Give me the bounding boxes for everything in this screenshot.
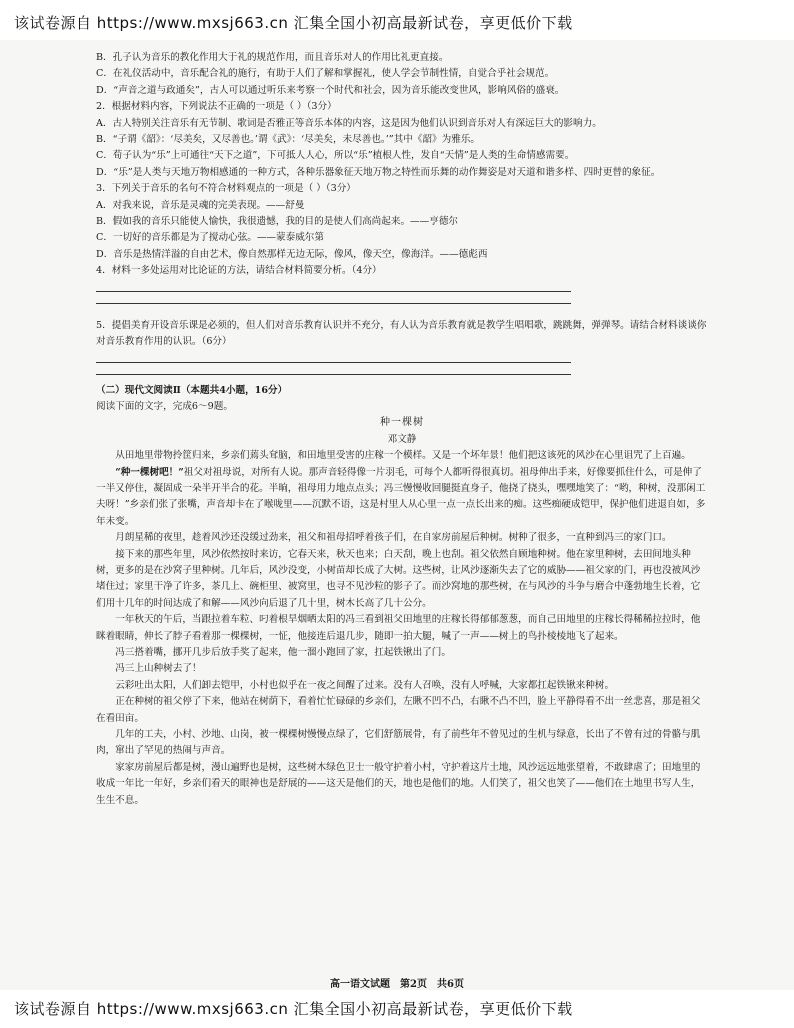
q5-answer-line-2[interactable]: [96, 374, 571, 375]
story-paragraph: 正在种树的祖父停了下来，他站在树荫下，看着忙忙碌碌的乡亲们，左瞅不凹不凸，右瞅不凸不凹，脸上平静得看不出一丝悲喜，那是祖父在看田亩。: [96, 696, 701, 724]
q3-option-a: A．对我来说，音乐是灵魂的完美表现。——舒曼: [96, 199, 305, 211]
q4-stem: 4．材料一多处运用对比论证的方法，请结合材料简要分析。（4分）: [96, 265, 382, 277]
q3-option-d: D．音乐是热情洋溢的自由艺术，像自然那样无边无际，像风，像天空，像海洋。——德彪西: [96, 248, 488, 260]
q3-option-c: C．一切好的音乐都是为了搅动心弦。——蒙泰威尔第: [96, 232, 324, 244]
source-banner-top: 该试卷源自 https://www.mxsj663.cn 汇集全国小初高最新试卷，享更低价下载: [14, 14, 573, 32]
q4-answer-line-2[interactable]: [96, 303, 571, 304]
story-quote: “种一棵树吧！”: [115, 466, 184, 478]
story-title: 种一棵树: [380, 417, 424, 429]
q2-option-b: B．“子谓《韶》：‘尽美矣，又尽善也。’谓《武》：‘尽美矣，未尽善也。’”其中《韶》为雅乐。: [96, 134, 481, 146]
story-paragraph: 云彩吐出太阳，人们卸去铠甲，小村也似乎在一夜之间醒了过来。没有人召唤，没有人呼喊，大家都扛起铁锹来种树。: [115, 679, 615, 691]
exam-page: [0, 40, 794, 990]
story-paragraph: 家家房前屋后都是树，漫山遍野也是树，这些树木绿色卫士一般守护着小村，守护着这片土地，风沙远远地张望着，不敢肆虐了；田地里的收成一年比一年好，乡亲们看天的眼神也是舒展的——这天是他们的天，地也是他们的地。人们笑了，祖父也笑了——他们在土地里书写人生，生生不息。: [96, 761, 701, 806]
story-paragraph: [96, 465, 708, 531]
section-heading: （二）现代文阅读Ⅱ（本题共4小题，16分）: [96, 384, 288, 396]
q1-option-b: B．孔子认为音乐的教化作用大于礼的规范作用，而且音乐对人的作用比礼更直接。: [96, 52, 449, 63]
q2-option-c: C．荀子认为“乐”上可通往“天下之道”，下可抵人人心，所以“乐”植根人性，发自“天情”是人类的生命情感需要。: [96, 150, 575, 162]
story-paragraph: 接下来的那些年里，风沙依然按时来访，它春天来，秋天也来；白天刮，晚上也刮。祖父依然自顾地种树。他在家里种树，去田间地头种树，更多的是在沙窝子里种树。几年后，风沙没变，小树苗却长成了大树。这些树，让风沙逐渐失去了它的威胁——祖父家的门，再也没被风沙堵住过；家里干净了许多，茶几上、碗柜里、被窝里，也寻不见沙粒的影子了。而沙窝地的那些树，在与风沙的斗争与磨合中蓬勃地生长着，它们用十几年的时间达成了和解——风沙向后退了几十里，树木长高了几十公分。: [96, 548, 701, 609]
story-paragraph: 几年的工夫，小村、沙地、山岗，被一棵棵树慢慢点绿了，它们舒筋展骨，有了前些年不曾见过的生机与绿意，长出了不曾有过的骨骼与肌肉，窜出了罕见的热闹与声音。: [96, 729, 701, 757]
story-paragraph: 月朗星稀的夜里，趁着风沙还没缓过劲来，祖父和祖母招呼着孩子们，在自家房前屋后种树。树种了很多，一直种到冯三的家门口。: [115, 532, 672, 544]
q3-stem: 3．下列关于音乐的名句不符合材料观点的一项是（ ）（3分）: [96, 183, 356, 195]
story-author: 邓文静: [387, 433, 417, 445]
section-instruction: 阅读下面的文字，完成6～9题。: [96, 400, 233, 412]
q4-answer-line-1[interactable]: [96, 291, 571, 292]
story-paragraph: 从田地里带物拎筐归来，乡亲们蔫头耷脑，和田地里受害的庄稼一个模样。又是一个坏年景！他们把这该死的风沙在心里诅咒了上百遍。: [115, 450, 691, 462]
story-paragraph: 一年秋天的午后，当跟拉着车粒、叼着根旱烟晒太阳的冯三看到祖父田地里的庄稼长得郁郁葱葱，而自己田地里的庄稼长得稀稀拉拉时，他眯着眼睛，伸长了脖子看着那一棵棵树，一怔，他接连后退几步，随即一拍大腿，喊了一声——树上的鸟扑棱棱地飞了起来。: [96, 614, 701, 642]
q1-option-c: C．在礼仪活动中，音乐配合礼的施行，有助于人们了解和掌握礼，使人学会节制性情，自觉合乎社会规范。: [96, 68, 555, 80]
story-paragraph: 冯三上山种树去了！: [115, 663, 202, 675]
story-paragraph: 冯三搭着嘴，挪开几步后放手奖了起来，他一溜小跑回了家，扛起铁锹出了门。: [115, 647, 451, 658]
q3-option-b: B．假如我的音乐只能使人愉快，我很遗憾，我的目的是使人们高尚起来。——亨德尔: [96, 216, 459, 228]
q2-option-d: D．“乐”是人类与天地万物相感通的一种方式，各种乐器象征天地万物之特性而乐舞的动作舞姿是对天道和谐多样、四时更替的象征。: [96, 166, 661, 178]
exam-content: [96, 50, 708, 809]
q1-option-d: D．“声音之道与政通矣”，古人可以通过听乐来考察一个时代和社会，因为音乐能改变世风，影响风俗的盛衰。: [96, 84, 565, 96]
page-footer: 高一语文试题 第2页 共6页: [330, 979, 464, 990]
q2-option-a: A．古人特别关注音乐有无节制、歌词是否雅正等音乐本体的内容，这是因为他们认识到音乐对人有深远巨大的影响力。: [96, 117, 602, 129]
q5-stem: 5．提倡美育开设音乐课是必须的，但人们对音乐教育认识并不充分，有人认为音乐教育就是教学生唱唱歌，跳跳舞，弹弹琴。请结合材料谈谈你对音乐教育作用的认识。（6分）: [96, 319, 707, 348]
source-banner-bottom: 该试卷源自 https://www.mxsj663.cn 汇集全国小初高最新试卷，享更低价下载: [14, 1000, 573, 1018]
q2-stem: 2．根据材料内容，下列说法不正确的一项是（ ）（3分）: [96, 101, 337, 113]
q5-answer-line-1[interactable]: [96, 362, 571, 363]
story-paragraph-text: 祖父对祖母说，对所有人说。那声音轻得像一片羽毛，可每个人都听得很真切。祖母伸出手来，好像要抓住什么，可是伸了一半又停住，凝固成一朵半开半合的花。半晌，祖母用力地点点头；冯三慢慢收回腿挺直身子，他挠了挠头，嘿嘿地笑了：“哟，种树，没那闲工夫呀！”乡亲们张了张嘴，声音却卡在了喉咙里——沉默不语，这是村里人从心里一点一点长出来的痴。这些痴硬成铠甲，保护他们进退自如，多年未变。: [96, 466, 706, 527]
